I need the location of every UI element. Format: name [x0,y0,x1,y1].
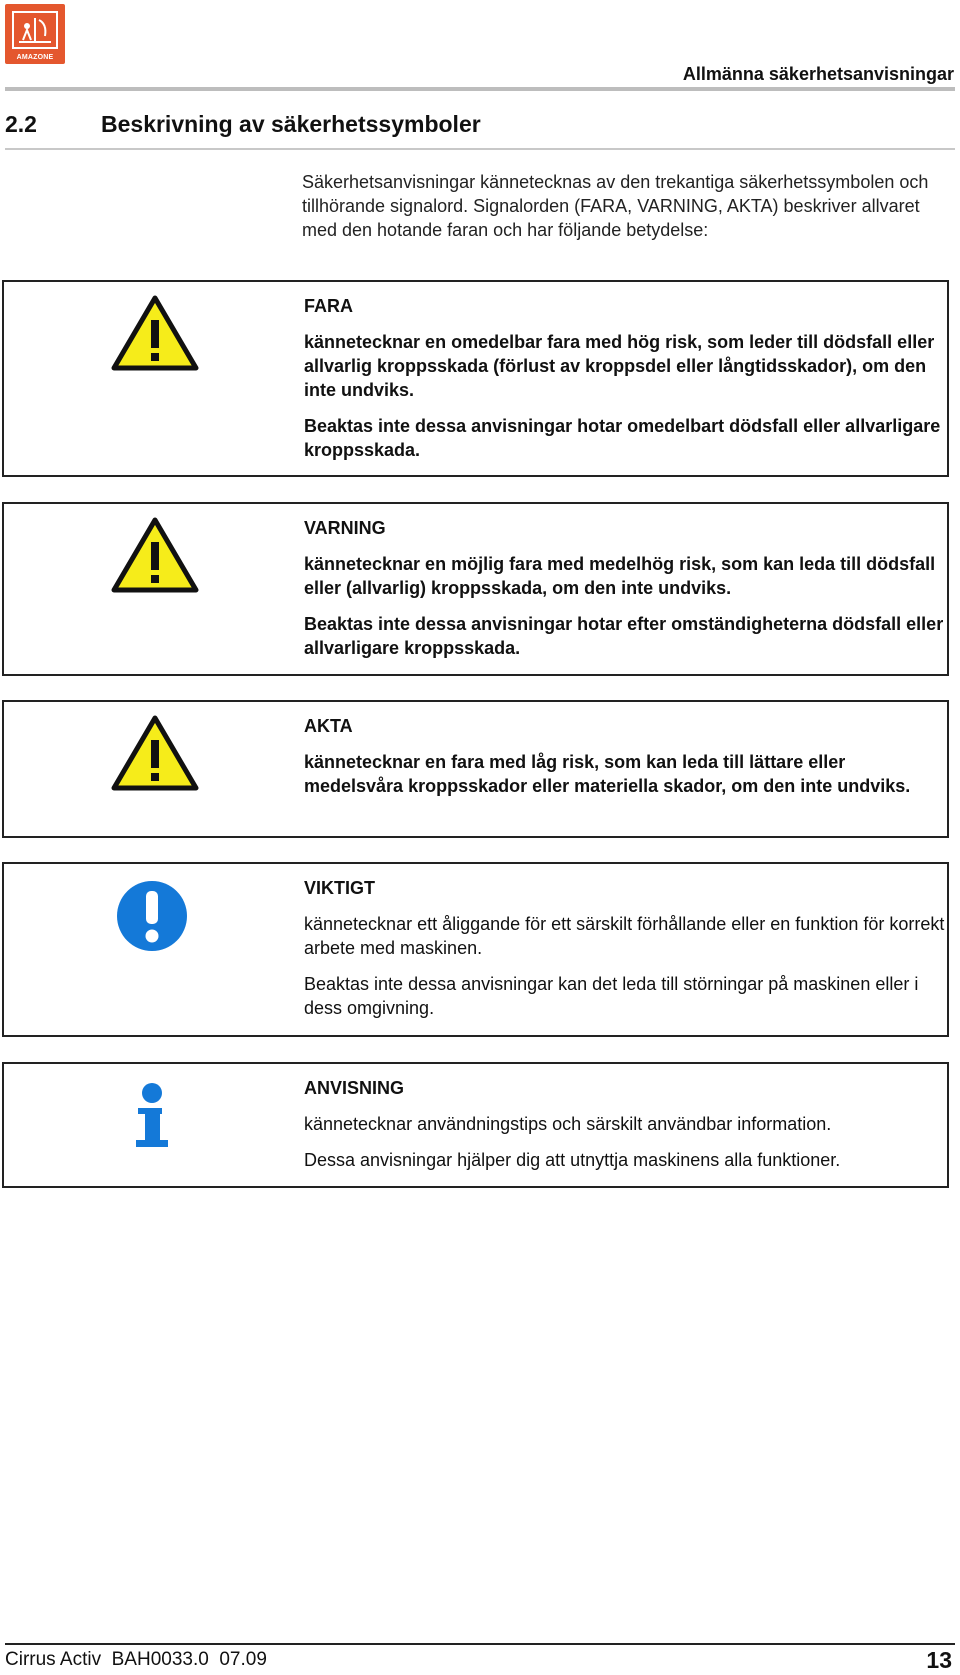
notice-body [304,1076,947,1184]
header-divider [5,87,955,91]
signal-word-akta: AKTA [304,716,353,736]
warning-triangle-icon [110,714,200,794]
notice-body [304,876,947,1032]
notice-paragraph: Beaktas inte dessa anvisningar hotar omedelbart dödsfall eller allvarligare kroppsskada. [304,416,941,460]
notice-paragraph: Beaktas inte dessa anvisningar hotar efter omständigheterna dödsfall eller allvarligare kroppsskada. [304,614,944,658]
section-title: Beskrivning av säkerhetssymboler [101,111,481,137]
header-title: Allmänna säkerhetsanvisningar [682,64,954,84]
signal-word-fara: FARA [304,296,353,316]
notice-caution [2,700,949,838]
signal-word-anvisning: ANVISNING [304,1078,405,1098]
footer-document-info: Cirrus Activ BAH0033.0 07.09 [5,1649,267,1670]
important-exclamation-icon [116,880,190,954]
notice-paragraph: Beaktas inte dessa anvisningar kan det leda till störningar på maskinen eller i dess omgivning. [304,974,919,1018]
signal-word-varning: VARNING [304,518,386,538]
intro-paragraph: Säkerhetsanvisningar kännetecknas av den trekantiga säkerhetssymbolen och tillhörande signalord. Signalorden (FARA, VARNING, AKTA) beskriver allvaret med den hotande faran och har följande betydelse: [302,172,929,240]
notice-paragraph: kännetecknar en omedelbar fara med hög risk, som leder till dödsfall eller allvarlig kroppsskada (förlust av kroppsdel eller långtidsskador), om den inte undviks. [304,332,935,400]
notice-body [304,294,947,474]
notice-body [304,714,947,810]
notice-warning [2,502,949,676]
warning-triangle-icon [110,516,200,596]
heading-divider [5,148,955,150]
section-heading [5,111,481,138]
notice-paragraph: kännetecknar en möjlig fara med medelhög risk, som kan leda till dödsfall eller (allvarlig) kroppsskada, om den inte undviks. [304,554,936,598]
amazone-logo [5,4,65,64]
info-icon [130,1082,174,1152]
page-number: 13 [926,1647,952,1673]
warning-triangle-icon [110,294,200,374]
section-number: 2.2 [5,111,37,137]
notice-danger [2,280,949,477]
notice-instruction [2,1062,949,1188]
footer-divider [5,1643,955,1645]
notice-paragraph: Dessa anvisningar hjälper dig att utnyttja maskinens alla funktioner. [304,1150,841,1170]
logo-text: AMAZONE [16,54,54,61]
signal-word-viktigt: VIKTIGT [304,878,375,898]
notice-paragraph: kännetecknar ett åliggande för ett särskilt förhållande eller en funktion för korrekt arbete med maskinen. [304,914,945,958]
notice-paragraph: kännetecknar en fara med låg risk, som kan leda till lättare eller medelsvåra kroppsskador eller materiella skador, om den inte undviks. [304,752,911,796]
notice-paragraph: kännetecknar användningstips och särskilt användbar information. [304,1114,832,1134]
notice-important [2,862,949,1037]
notice-body [304,516,947,672]
